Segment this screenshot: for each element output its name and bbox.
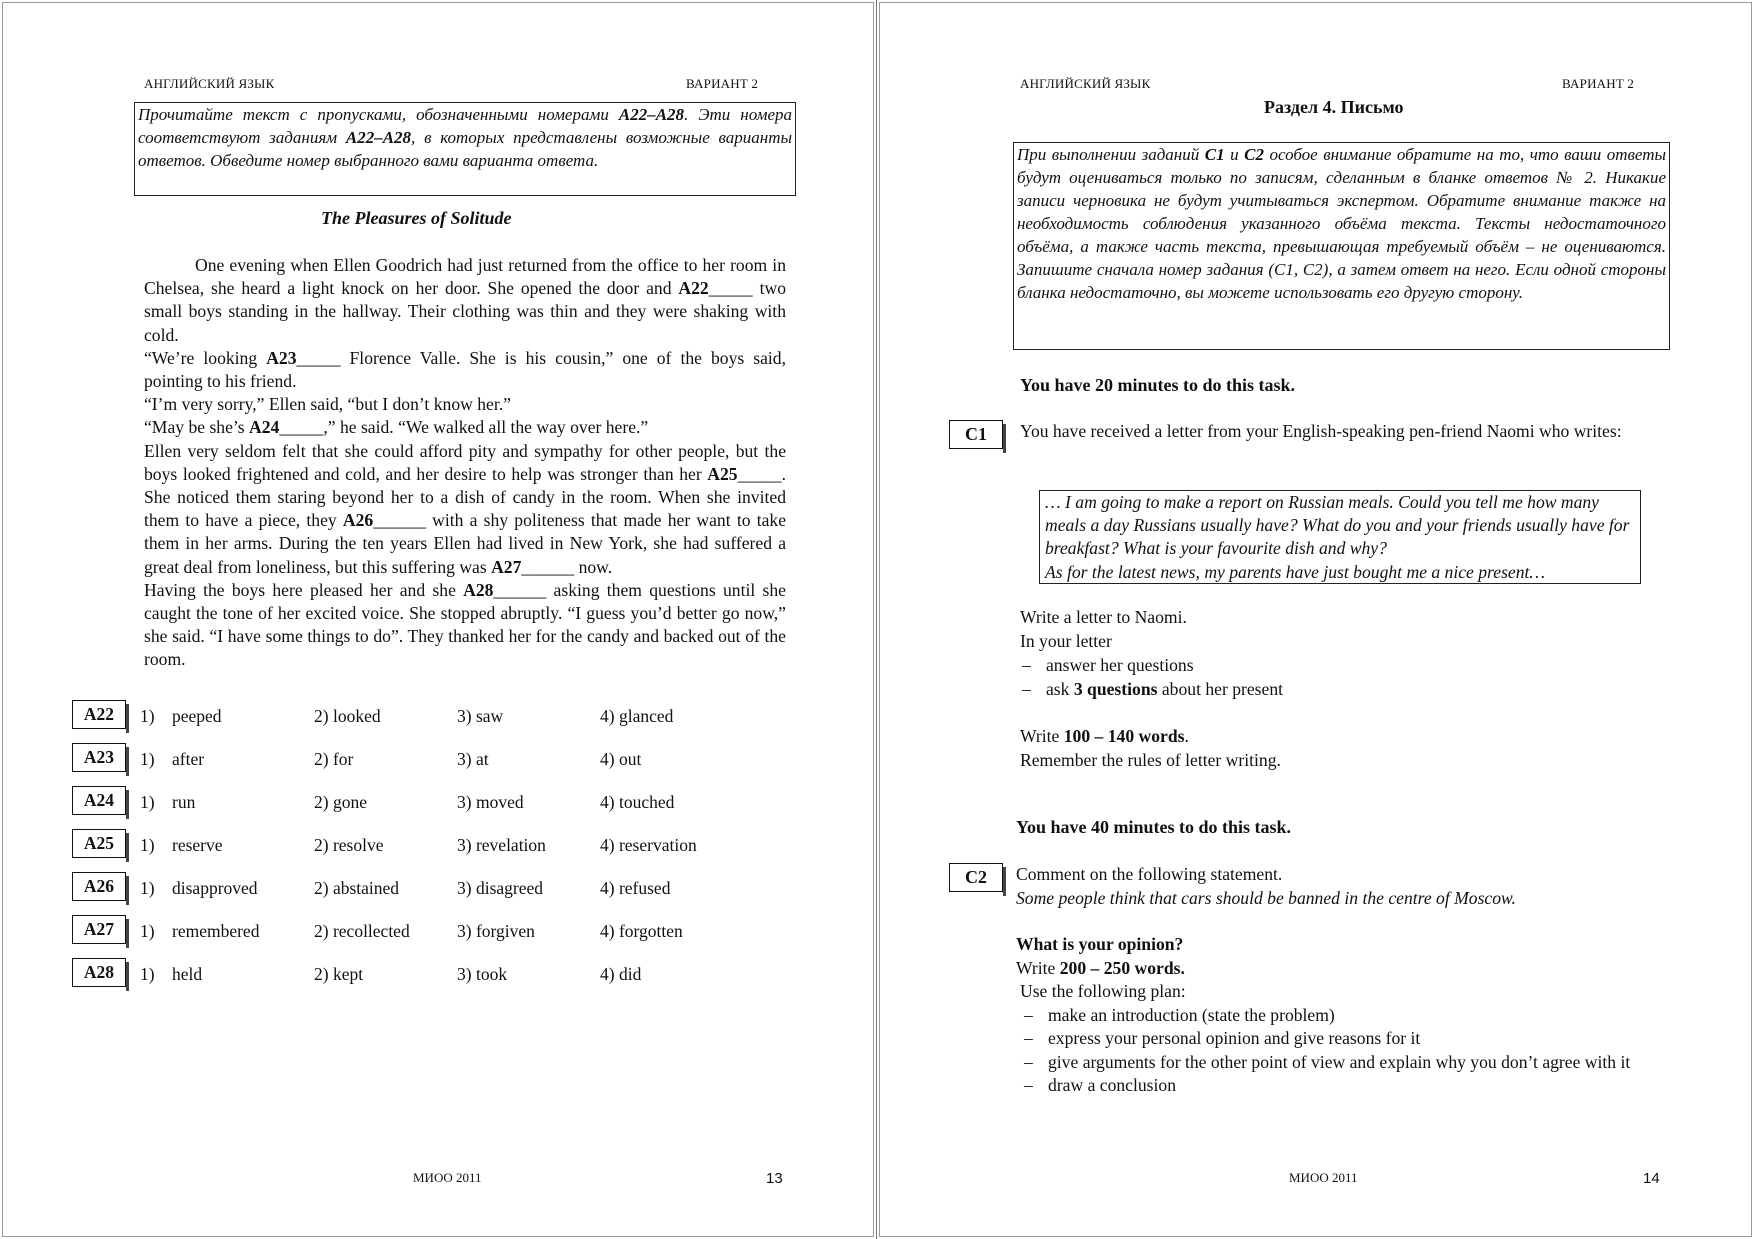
c2-word-count: Write 200 – 250 words. xyxy=(1016,957,1185,978)
answer-option[interactable]: 2) recollected xyxy=(314,921,410,941)
header-subject: АНГЛИЙСКИЙ ЯЗЫК xyxy=(144,76,275,91)
answer-option[interactable]: disapproved xyxy=(172,878,258,898)
option-number: 1) xyxy=(140,792,155,812)
list-item: – give arguments for the other point of view and explain why you don’t agree with it xyxy=(1022,1051,1672,1075)
question-row xyxy=(72,786,772,818)
answer-option[interactable]: 3) revelation xyxy=(457,835,546,855)
list-item: – answer her questions xyxy=(1020,654,1670,678)
question-row xyxy=(72,915,772,947)
answer-option[interactable]: run xyxy=(172,792,196,812)
c1-task-line: Write a letter to Naomi. xyxy=(1020,607,1187,627)
answer-option[interactable]: held xyxy=(172,964,203,984)
c1-task-block xyxy=(1020,606,1670,701)
c2-statement: Some people think that cars should be banned in the centre of Moscow. xyxy=(1016,887,1516,908)
answer-option[interactable]: 2) looked xyxy=(314,706,381,726)
c1-intro: You have received a letter from your English-speaking pen-friend Naomi who writes: xyxy=(1020,421,1622,441)
answer-option[interactable]: 4) touched xyxy=(600,792,675,812)
option-number: 1) xyxy=(140,878,155,898)
c2-intro-block xyxy=(1016,863,1676,910)
answer-option[interactable]: 2) gone xyxy=(314,792,367,812)
list-item: – draw a conclusion xyxy=(1022,1074,1672,1098)
page-14 xyxy=(877,0,1754,1239)
list-item: – ask 3 questions about her present xyxy=(1020,678,1670,702)
question-row xyxy=(72,872,772,904)
footer-publisher: МИОО 2011 xyxy=(1289,1170,1358,1185)
answer-option[interactable]: 3) forgiven xyxy=(457,921,535,941)
header-variant: ВАРИАНТ 2 xyxy=(1562,76,1635,91)
c2-intro: Comment on the following statement. xyxy=(1016,864,1283,884)
reading-instruction: Прочитайте текст с пропусками, обозначенными номерами A22–A28. Эти номера соответствуют заданиям A22–A28, в которых представлены возможные варианты ответов. Обведите номер выбранного вами варианта ответа. xyxy=(134,102,796,196)
answer-option[interactable]: 3) at xyxy=(457,749,489,769)
question-number-box: A28 xyxy=(72,958,126,987)
question-number-box: A26 xyxy=(72,872,126,901)
c2-task-block xyxy=(1016,933,1676,1098)
c2-opinion: What is your opinion? xyxy=(1016,934,1184,954)
option-number: 1) xyxy=(140,921,155,941)
answer-option[interactable]: 4) forgotten xyxy=(600,921,683,941)
answer-option[interactable]: 4) glanced xyxy=(600,706,674,726)
answer-option[interactable]: 4) did xyxy=(600,964,642,984)
answer-option[interactable]: 3) moved xyxy=(457,792,524,812)
option-number: 1) xyxy=(140,964,155,984)
question-number-box: A23 xyxy=(72,743,126,772)
page-number: 14 xyxy=(1643,1170,1660,1187)
answer-option[interactable]: 2) resolve xyxy=(314,835,384,855)
answer-option[interactable]: after xyxy=(172,749,205,769)
answer-option[interactable]: remembered xyxy=(172,921,260,941)
option-number: 1) xyxy=(140,749,155,769)
story-text: One evening when Ellen Goodrich had just returned from the office to her room in Chelsea, she heard a light knock on her door. She opened the door and A22_____ two small boys standing in the hallway. Their clothing was thin and they were shaking with cold. “We’re looking A23_____ Florence Valle. She is his cousin,” one of the boys said, pointing to his friend. “I’m very sorry,” Ellen said, “but I don’t know her.” “May be she’s A24_____,” he said. “We walked all the way over here.” Ellen very seldom felt that she could afford pity and sympathy for other people, but the boys looked frightened and cold, and her desire to help was stronger than her A25_____. She noticed them staring beyond her to a dish of candy in the room. When she invited them to have a piece, they A26______ with a shy politeness that made her want to take them in her arms. During the ten years Ellen had lived in New York, she had suffered a great deal from loneliness, but this suffering was A27______ now. Having the boys here pleased her and she A28______ asking them questions until she caught the tone of her excited voice. She stopped abruptly. “I guess you’d better go now,” she said. “I have some things to do”. They thanked her for the candy and backed out of the room. xyxy=(144,255,787,670)
option-number: 1) xyxy=(140,706,155,726)
answer-option[interactable]: 4) refused xyxy=(600,878,671,898)
c1-letter-excerpt: … I am going to make a report on Russian meals. Could you tell me how many meals a day Russians usually have? What do you and your friends usually have for breakfast? What is your favourite dish and why? As for the latest news, my parents have just bought me a nice present… xyxy=(1039,490,1641,584)
question-number-box: A27 xyxy=(72,915,126,944)
answer-option[interactable]: 3) took xyxy=(457,964,508,984)
question-row xyxy=(72,700,772,732)
writing-instruction: При выполнении заданий С1 и С2 особое внимание обратите на то, что ваши ответы будут оцениваться только по записям, сделанным в бланке ответов № 2. Никакие записи черновика не будут учитываться экспертом. Обратите внимание также на необходимость соблюдения указанного объёма текста. Тексты недостаточного объёма, а также часть текста, превышающая требуемый объём – не оцениваются. Запишите сначала номер задания (С1, С2), а затем ответ на него. Если одной стороны бланка недостаточно, вы можете использовать его другую сторону. xyxy=(1013,142,1670,350)
question-number-box: A22 xyxy=(72,700,126,729)
question-row xyxy=(72,829,772,861)
c1-in-letter: In your letter xyxy=(1020,630,1112,651)
header-subject: АНГЛИЙСКИЙ ЯЗЫК xyxy=(1020,76,1151,91)
answer-option[interactable]: 4) out xyxy=(600,749,642,769)
question-row xyxy=(72,743,772,775)
c2-label-box: C2 xyxy=(949,863,1003,892)
answer-option[interactable]: 3) saw xyxy=(457,706,504,726)
answer-option[interactable]: 2) abstained xyxy=(314,878,400,898)
answer-option[interactable]: peeped xyxy=(172,706,222,726)
question-number-box: A25 xyxy=(72,829,126,858)
story-title: The Pleasures of Solitude xyxy=(321,208,512,228)
answer-option[interactable]: 4) reservation xyxy=(600,835,697,855)
option-number: 1) xyxy=(140,835,155,855)
section-title: Раздел 4. Письмо xyxy=(1264,97,1404,117)
question-row xyxy=(72,958,772,990)
c1-time-limit: You have 20 minutes to do this task. xyxy=(1020,375,1296,395)
c2-plan-label: Use the following plan: xyxy=(1020,981,1186,1001)
c1-label-box: C1 xyxy=(949,420,1003,449)
c1-word-count: Write 100 – 140 words. Remember the rules of letter writing. xyxy=(1020,725,1670,772)
answer-option[interactable]: 2) for xyxy=(314,749,354,769)
c2-plan-list xyxy=(1016,1004,1672,1098)
answer-option[interactable]: 2) kept xyxy=(314,964,364,984)
c1-requirements xyxy=(1020,654,1670,701)
list-item: – make an introduction (state the problem) xyxy=(1022,1004,1672,1028)
c2-time-limit: You have 40 minutes to do this task. xyxy=(1016,817,1292,837)
answer-option[interactable]: 3) disagreed xyxy=(457,878,544,898)
header-variant: ВАРИАНТ 2 xyxy=(686,76,759,91)
page-number: 13 xyxy=(766,1170,783,1187)
answer-option[interactable]: reserve xyxy=(172,835,223,855)
question-number-box: A24 xyxy=(72,786,126,815)
c1-rules: Remember the rules of letter writing. xyxy=(1020,749,1281,770)
list-item: – express your personal opinion and give reasons for it xyxy=(1022,1027,1672,1051)
footer-publisher: МИОО 2011 xyxy=(413,1170,482,1185)
